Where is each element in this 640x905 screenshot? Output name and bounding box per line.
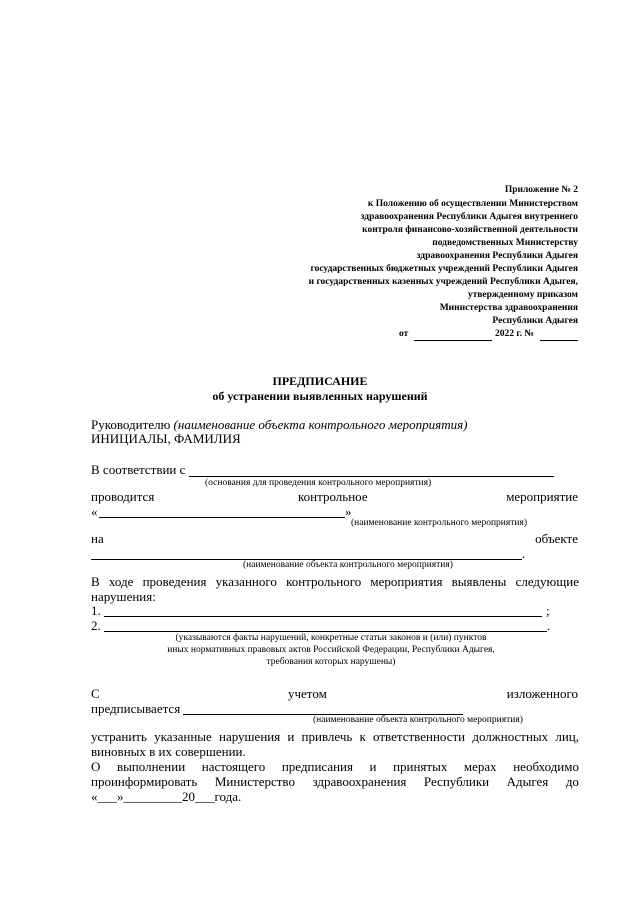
inform-line1 [91, 760, 579, 773]
inform-word: необходимо [513, 759, 579, 774]
grounds-blank[interactable] [189, 476, 554, 477]
order-date-blank[interactable] [414, 340, 492, 341]
event-name-blank[interactable] [99, 517, 345, 518]
findings-line1: В ходе проведения указанного контрольного мероприятия выявлены следующие [91, 574, 579, 589]
appendix-line: утвержденному приказом [467, 290, 578, 300]
inform-word: проинформировать [91, 774, 198, 789]
inform-word: выполнении [116, 759, 186, 774]
word-meropriyatie: мероприятие [506, 489, 578, 504]
recipient-name: ИНИЦИАЛЫ, ФАМИЛИЯ [91, 431, 241, 446]
inform-word: принятых [393, 759, 448, 774]
word-izlozhennogo: изложенного [506, 686, 578, 701]
violation-1-blank[interactable] [104, 616, 542, 617]
close-quote: » [345, 504, 352, 519]
inform-word: до [565, 774, 579, 789]
violations-caption-1: (указываются факты нарушений, конкретные статьи законов и (или) пунктов [175, 633, 487, 643]
inform-word: Министерство [214, 774, 295, 789]
inform-word: мерах [463, 759, 497, 774]
word-obekte: объекте [535, 531, 578, 546]
inform-line2 [91, 775, 579, 788]
inform-word: Республики [423, 774, 490, 789]
recipient-italic-hint: (наименование объекта контрольного мероприятия) [173, 417, 468, 432]
appendix-line: контроля финансово-хозяйственной деятельности [362, 225, 578, 235]
violations-caption-2: иных нормативных правовых актов Российской Федерации, Республики Адыгея, [167, 645, 495, 655]
violation-1-number: 1. [91, 603, 101, 618]
appendix-line: и государственных казенных учреждений Республики Адыгея, [308, 277, 578, 287]
appendix-line: Приложение № 2 [504, 185, 578, 195]
inform-word: Адыгея [506, 774, 549, 789]
recipient-line [91, 418, 467, 431]
word-s: С [91, 686, 100, 701]
word-provoditsya: проводится [91, 489, 155, 504]
deadline-date: «___»_________20___года. [91, 789, 242, 804]
inform-word: предписания [281, 759, 353, 774]
word-uchetom: учетом [288, 686, 327, 701]
grounds-caption: (основания для проведения контрольного мероприятия) [205, 478, 432, 488]
eliminate-line1: устранить указанные нарушения и привлечь к ответственности должностных лиц, [91, 729, 579, 744]
appendix-line: Министерства здравоохранения [439, 303, 578, 313]
document-subtitle: об устранении выявленных нарушений [212, 389, 428, 403]
appendix-line: Республики Адыгея [492, 316, 578, 326]
object-line-dot: . [522, 546, 526, 561]
inform-word: настоящего [201, 759, 266, 774]
eliminate-line2: виновных в их совершении. [91, 744, 246, 759]
event-name-caption: (наименование контрольного мероприятия) [351, 518, 528, 528]
violation-1-end: ; [546, 603, 550, 618]
word-kontrolnoe: контрольное [298, 489, 368, 504]
prescribed-object-caption: (наименование объекта контрольного мероприятия) [313, 715, 523, 725]
findings-line2: нарушения: [91, 589, 156, 604]
prescribed-text: предписывается [91, 701, 181, 716]
appendix-line: подведомственных Министерству [432, 238, 578, 248]
violation-2-number: 2. [91, 618, 101, 633]
violation-2-end: . [547, 618, 551, 633]
order-date-prefix: от [399, 329, 409, 339]
violation-2-blank[interactable] [104, 631, 547, 632]
violations-caption-3: требования которых нарушены) [266, 657, 396, 667]
open-quote: « [91, 504, 98, 519]
word-na: на [91, 531, 104, 546]
appendix-line: здравоохранения Республики Адыгея [416, 251, 578, 261]
inform-word: и [369, 759, 377, 774]
inform-word: О [91, 759, 101, 774]
recipient-prefix: Руководителю [91, 417, 171, 432]
document-title: ПРЕДПИСАНИЕ [272, 374, 368, 388]
accordance-text: В соответствии с [91, 462, 186, 477]
appendix-line: к Положению об осуществлении Министерством [367, 199, 578, 209]
appendix-line: государственных бюджетных учреждений Республики Адыгея [310, 264, 578, 274]
order-number-blank[interactable] [540, 340, 578, 341]
order-date-year: 2022 г. № [495, 329, 534, 339]
inform-word: здравоохранения [312, 774, 407, 789]
appendix-line: здравоохранения Республики Адыгея внутреннего [360, 212, 578, 222]
object-name-caption: (наименование объекта контрольного мероприятия) [243, 560, 453, 570]
